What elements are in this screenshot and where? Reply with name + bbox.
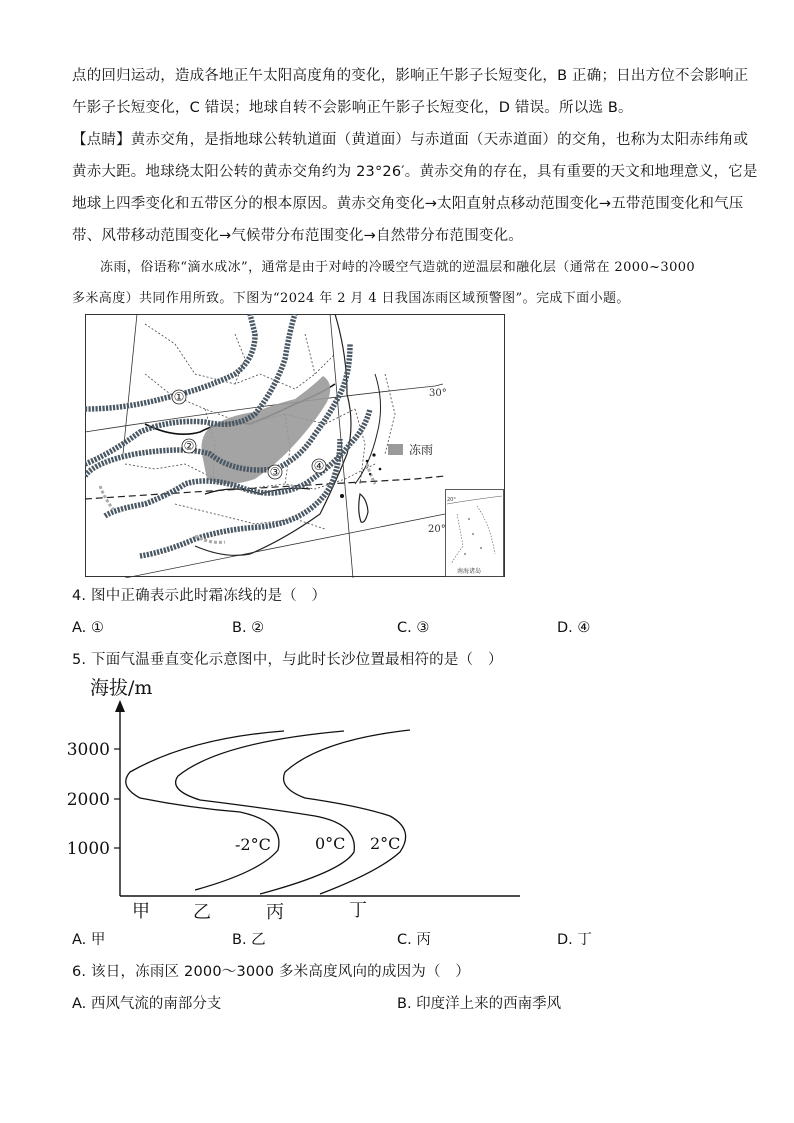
q5-option-c[interactable]: C. 丙 bbox=[397, 932, 431, 948]
intro-line: 多米高度）共同作用所致。下图为“2024 年 2 月 4 日我国冻雨区域预警图”。完成下面小题。 bbox=[72, 291, 630, 306]
x-label-jia: 甲 bbox=[132, 901, 150, 922]
tip-line: 地球上四季变化和五带区分的根本原因。黄赤交角变化→太阳直射点移动范围变化→五带范围变化和气压 bbox=[72, 196, 744, 212]
temperature-profile-diagram bbox=[60, 672, 530, 924]
legend-swatch bbox=[388, 444, 403, 455]
tip-line: 黄赤大距。地球绕太阳公转的黄赤交角约为 23°26′。黄赤交角的存在，具有重要的天文和地理意义，它是 bbox=[72, 164, 758, 180]
y-tick-1000: 1000 bbox=[66, 839, 110, 859]
question-4-stem: 4. 图中正确表示此时霜冻线的是（ ） bbox=[72, 588, 327, 604]
q6-option-b[interactable]: B. 印度洋上来的西南季风 bbox=[397, 996, 562, 1012]
inset-lat: 20° bbox=[447, 497, 456, 503]
y-tick-2000: 2000 bbox=[66, 790, 110, 810]
isotherm-curves bbox=[126, 730, 410, 894]
line-label-4: ④ bbox=[313, 459, 325, 473]
tip-line: 带、风带移动范围变化→气候带分布范围变化→自然带分布范围变化。 bbox=[72, 228, 523, 244]
isotherm-label-2: 2°C bbox=[370, 834, 401, 853]
q4-option-b[interactable]: B. ② bbox=[232, 620, 265, 636]
line-label-3: ③ bbox=[269, 465, 281, 479]
intro-line: 冻雨，俗语称“滴水成冰”，通常是由于对峙的冷暖空气造就的逆温层和融化层（通常在 2000~3000 bbox=[100, 260, 696, 275]
tip-line: 【点睛】黄赤交角，是指地球公转轨道面（黄道面）与赤道面（天赤道面）的交角，也称为太阳赤纬角或 bbox=[72, 132, 749, 148]
isotherm-label-0: 0°C bbox=[315, 834, 346, 853]
analysis-line: 点的回归运动，造成各地正午太阳高度角的变化，影响正午影子长短变化，B 正确；日出方位不会影响正 bbox=[72, 68, 749, 84]
q4-option-c[interactable]: C. ③ bbox=[397, 620, 430, 636]
freezing-rain-map bbox=[85, 314, 505, 578]
q5-option-d[interactable]: D. 丁 bbox=[557, 932, 592, 948]
question-5-stem: 5. 下面气温垂直变化示意图中，与此时长沙位置最相符的是（ ） bbox=[72, 652, 503, 668]
legend-label: 冻雨 bbox=[409, 443, 434, 457]
lat-20-label: 20° bbox=[428, 524, 446, 535]
y-tick-3000: 3000 bbox=[66, 740, 110, 760]
lat-30-label: 30° bbox=[429, 388, 447, 399]
line-label-2: ② bbox=[183, 439, 195, 453]
inset-label: 南海诸岛 bbox=[456, 568, 482, 575]
line-label-1: ① bbox=[173, 390, 185, 404]
x-label-ding: 丁 bbox=[349, 900, 367, 921]
q4-option-d[interactable]: D. ④ bbox=[557, 620, 591, 636]
y-axis-label: 海拔/m bbox=[90, 677, 153, 699]
isotherm-label-minus2: -2°C bbox=[235, 835, 271, 854]
question-6-stem: 6. 该日，冻雨区 2000～3000 多米高度风向的成因为（ ） bbox=[72, 964, 471, 980]
q6-option-a[interactable]: A. 西风气流的南部分支 bbox=[72, 996, 222, 1012]
analysis-line: 午影子长短变化，C 错误；地球自转不会影响正午影子长短变化，D 错误。所以选 B。 bbox=[72, 100, 633, 116]
x-label-bing: 丙 bbox=[266, 902, 284, 923]
q5-option-a[interactable]: A. 甲 bbox=[72, 932, 106, 948]
x-label-yi: 乙 bbox=[193, 902, 211, 923]
q5-option-b[interactable]: B. 乙 bbox=[232, 932, 266, 948]
q4-option-a[interactable]: A. ① bbox=[72, 620, 104, 636]
